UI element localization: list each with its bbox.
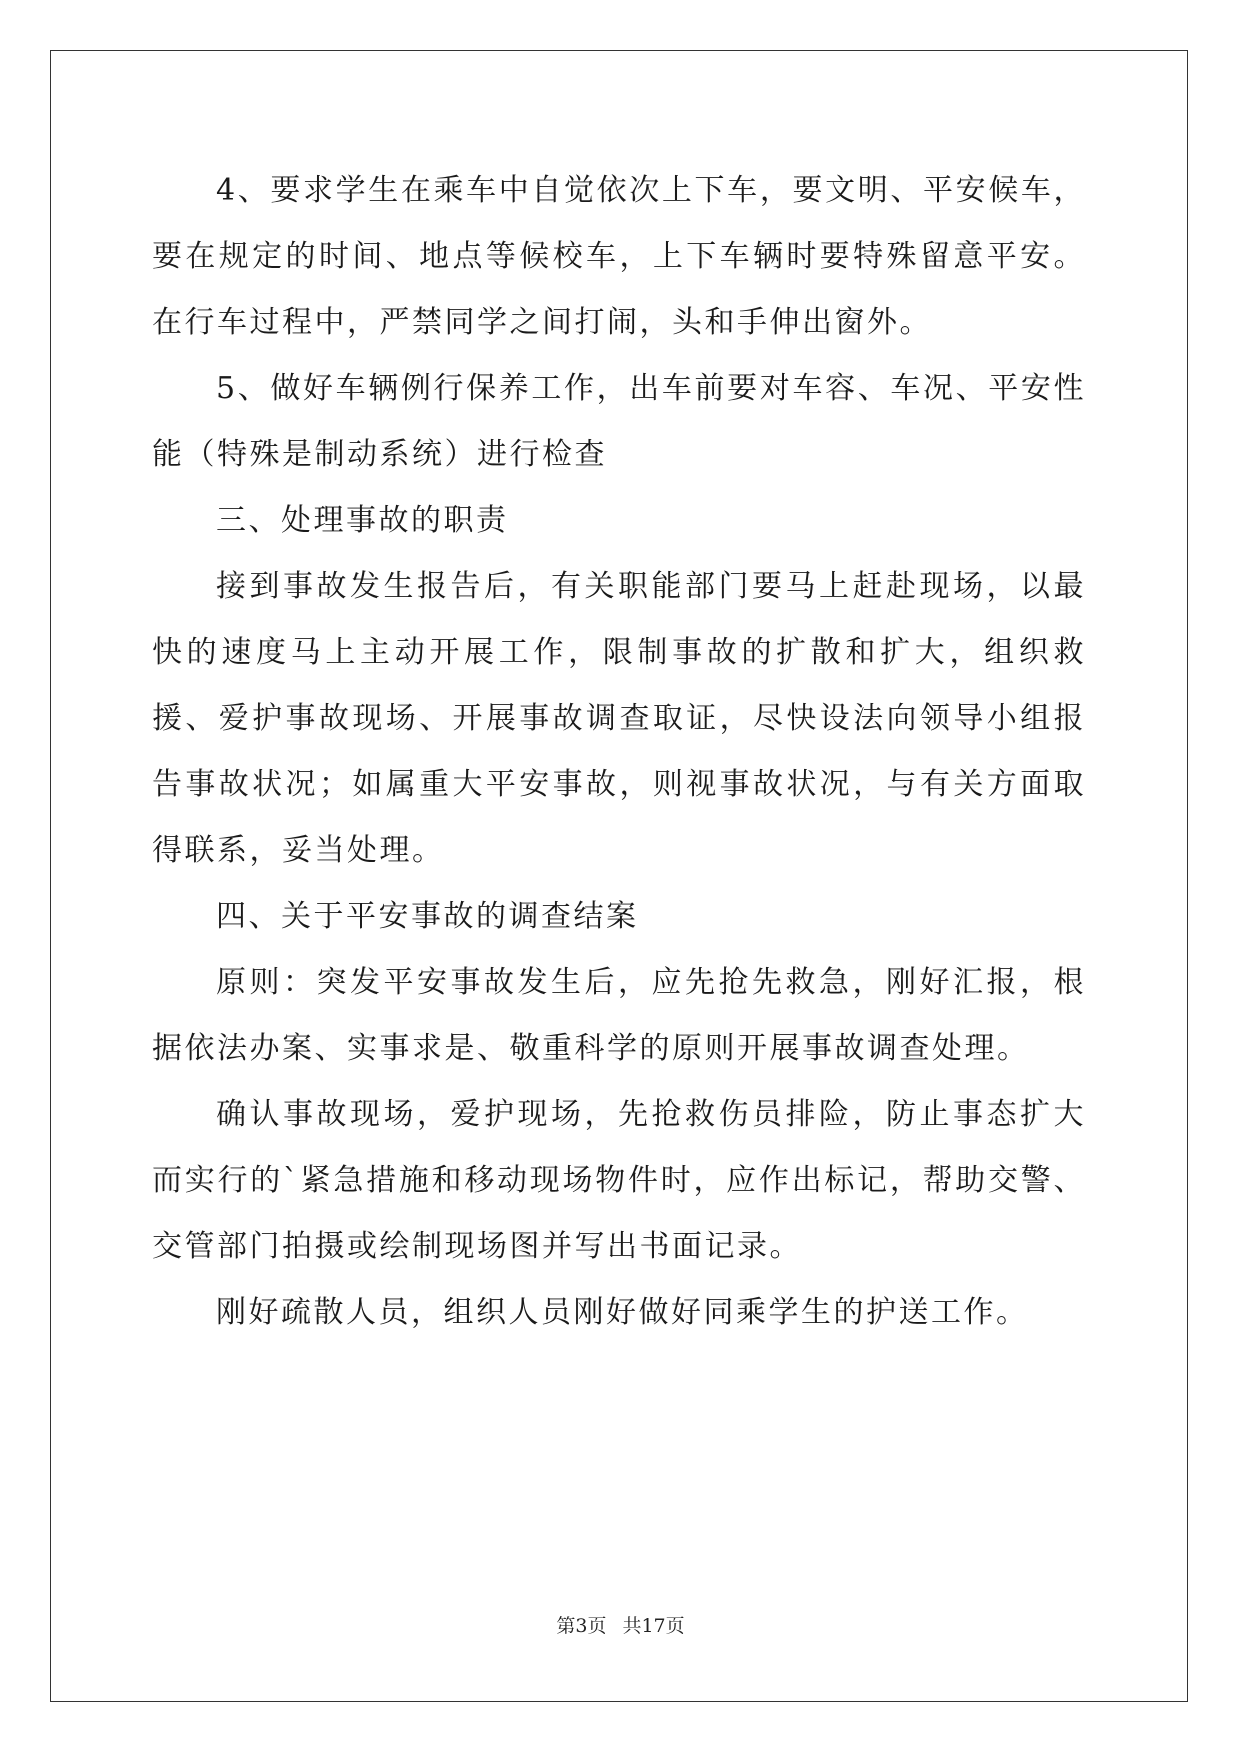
paragraph-principle: 原则：突发平安事故发生后，应先抢先救急，刚好汇报，根据依法办案、实事求是、敬重科学的原则开展事故调查处理。 bbox=[152, 965, 1086, 1066]
paragraph-confirm-scene: 确认事故现场，爱护现场，先抢救伤员排险，防止事态扩大而实行的`紧急措施和移动现场物件时，应作出标记，帮助交警、交管部门拍摄或绘制现场图并写出书面记录。 bbox=[152, 1097, 1086, 1264]
page-total: 共17页 bbox=[622, 1615, 685, 1637]
section-heading-investigation: 四、关于平安事故的调查结案 bbox=[216, 899, 639, 934]
page-number: 第3页 bbox=[556, 1615, 607, 1637]
document-body bbox=[152, 158, 1086, 1346]
paragraph-rule-4: 4、要求学生在乘车中自觉依次上下车，要文明、平安候车，要在规定的时间、地点等候校车，上下车辆时要特殊留意平安。在行车过程中，严禁同学之间打闹，头和手伸出窗外。 bbox=[152, 173, 1086, 340]
paragraph-accident-report: 接到事故发生报告后，有关职能部门要马上赶赴现场，以最快的速度马上主动开展工作，限制事故的扩散和扩大，组织救援、爱护事故现场、开展事故调查取证，尽快设法向领导小组报告事故状况；如属重大平安事故，则视事故状况，与有关方面取得联系，妥当处理。 bbox=[152, 569, 1086, 868]
page-footer bbox=[0, 1611, 1241, 1638]
paragraph-evacuate: 刚好疏散人员，组织人员刚好做好同乘学生的护送工作。 bbox=[216, 1295, 1029, 1330]
section-heading-accident-duties: 三、处理事故的职责 bbox=[216, 503, 509, 538]
paragraph-rule-5: 5、做好车辆例行保养工作，出车前要对车容、车况、平安性能（特殊是制动系统）进行检查 bbox=[152, 371, 1086, 472]
